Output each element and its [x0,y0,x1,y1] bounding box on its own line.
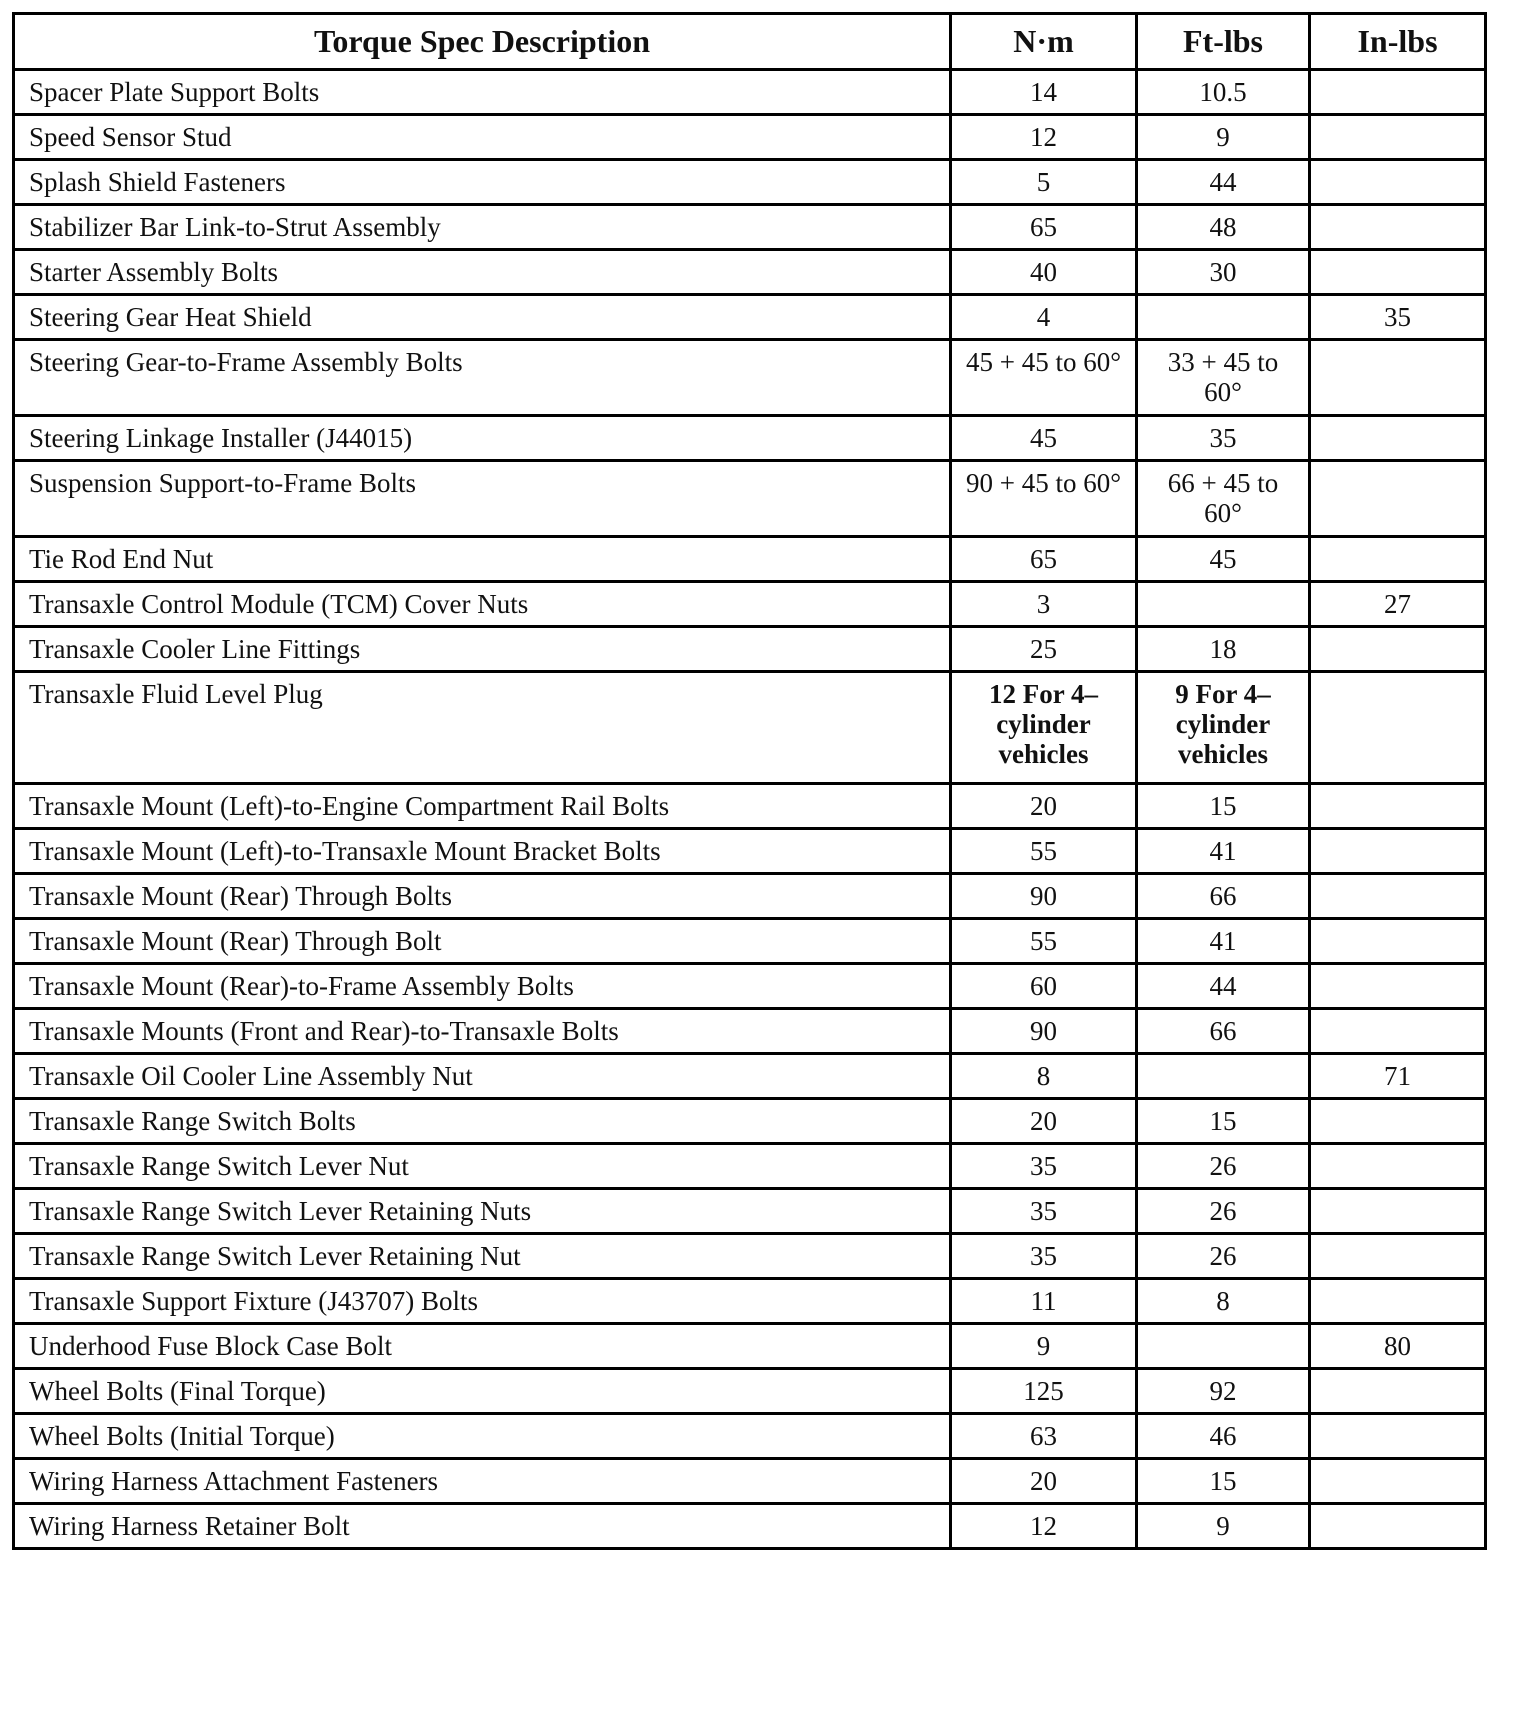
table-row [14,874,1486,919]
cell-description: Steering Linkage Installer (J44015) [14,416,951,461]
table-row [14,416,1486,461]
cell-ftlbs: 66 [1137,874,1310,919]
cell-ftlbs: 35 [1137,416,1310,461]
cell-description: Underhood Fuse Block Case Bolt [14,1324,951,1369]
cell-nm: 5 [951,160,1137,205]
cell-description: Wiring Harness Retainer Bolt [14,1504,951,1549]
cell-nm: 90 [951,1009,1137,1054]
cell-inlbs [1310,250,1486,295]
cell-inlbs [1310,874,1486,919]
cell-ftlbs: 66 + 45 to 60° [1137,461,1310,537]
cell-description: Spacer Plate Support Bolts [14,70,951,115]
cell-inlbs [1310,672,1486,784]
cell-inlbs [1310,1099,1486,1144]
cell-inlbs [1310,70,1486,115]
cell-nm: 4 [951,295,1137,340]
table-row [14,70,1486,115]
cell-ftlbs: 9 [1137,115,1310,160]
cell-inlbs: 80 [1310,1324,1486,1369]
cell-ftlbs: 48 [1137,205,1310,250]
header-row [14,14,1486,70]
cell-inlbs [1310,537,1486,582]
cell-description: Stabilizer Bar Link-to-Strut Assembly [14,205,951,250]
cell-nm: 11 [951,1279,1137,1324]
table-row [14,919,1486,964]
cell-inlbs [1310,1234,1486,1279]
cell-inlbs [1310,1414,1486,1459]
cell-nm: 3 [951,582,1137,627]
table-row [14,295,1486,340]
cell-description: Transaxle Range Switch Lever Retaining Nuts [14,1189,951,1234]
cell-description: Starter Assembly Bolts [14,250,951,295]
cell-ftlbs: 66 [1137,1009,1310,1054]
cell-inlbs [1310,627,1486,672]
table-row [14,205,1486,250]
cell-nm: 65 [951,537,1137,582]
table-row [14,1459,1486,1504]
cell-nm: 20 [951,784,1137,829]
cell-nm: 8 [951,1054,1137,1099]
cell-inlbs [1310,1189,1486,1234]
cell-nm: 60 [951,964,1137,1009]
cell-ftlbs: 15 [1137,1099,1310,1144]
cell-description: Transaxle Control Module (TCM) Cover Nuts [14,582,951,627]
cell-ftlbs: 9 [1137,1504,1310,1549]
cell-ftlbs: 92 [1137,1369,1310,1414]
cell-description: Steering Gear-to-Frame Assembly Bolts [14,340,951,416]
cell-inlbs [1310,1144,1486,1189]
table-row [14,627,1486,672]
cell-description: Wheel Bolts (Final Torque) [14,1369,951,1414]
header-ftlbs: Ft-lbs [1137,14,1310,70]
table-row [14,340,1486,416]
table-row [14,115,1486,160]
table-row [14,250,1486,295]
table-row [14,1369,1486,1414]
cell-description: Transaxle Cooler Line Fittings [14,627,951,672]
cell-inlbs [1310,416,1486,461]
cell-description: Transaxle Range Switch Lever Nut [14,1144,951,1189]
table-row [14,1234,1486,1279]
header-nm: N·m [951,14,1137,70]
cell-nm: 20 [951,1099,1137,1144]
torque-spec-table [12,12,1487,1550]
cell-ftlbs: 45 [1137,537,1310,582]
cell-nm: 12 [951,115,1137,160]
cell-ftlbs: 33 + 45 to 60° [1137,340,1310,416]
cell-description: Transaxle Mount (Left)-to-Engine Compartment Rail Bolts [14,784,951,829]
header-description: Torque Spec Description [14,14,951,70]
cell-nm: 35 [951,1144,1137,1189]
cell-description: Transaxle Mount (Rear) Through Bolt [14,919,951,964]
cell-description: Transaxle Mount (Rear) Through Bolts [14,874,951,919]
cell-inlbs [1310,1369,1486,1414]
table-row [14,829,1486,874]
cell-ftlbs: 26 [1137,1234,1310,1279]
cell-inlbs [1310,829,1486,874]
cell-ftlbs: 26 [1137,1144,1310,1189]
cell-inlbs: 35 [1310,295,1486,340]
cell-nm: 55 [951,829,1137,874]
cell-nm: 12 [951,1504,1137,1549]
cell-inlbs [1310,160,1486,205]
table-row [14,1099,1486,1144]
table-row [14,1504,1486,1549]
cell-inlbs [1310,340,1486,416]
cell-description: Wiring Harness Attachment Fasteners [14,1459,951,1504]
cell-nm: 45 [951,416,1137,461]
table-row [14,784,1486,829]
cell-inlbs [1310,964,1486,1009]
cell-description: Wheel Bolts (Initial Torque) [14,1414,951,1459]
cell-nm: 125 [951,1369,1137,1414]
table-row [14,1324,1486,1369]
cell-nm: 65 [951,205,1137,250]
cell-ftlbs: 41 [1137,829,1310,874]
cell-description: Suspension Support-to-Frame Bolts [14,461,951,537]
cell-ftlbs: 41 [1137,919,1310,964]
cell-inlbs: 27 [1310,582,1486,627]
cell-description: Transaxle Range Switch Bolts [14,1099,951,1144]
cell-inlbs [1310,784,1486,829]
cell-description: Splash Shield Fasteners [14,160,951,205]
cell-ftlbs: 15 [1137,1459,1310,1504]
cell-ftlbs [1137,1324,1310,1369]
cell-description: Transaxle Range Switch Lever Retaining Nut [14,1234,951,1279]
cell-description: Steering Gear Heat Shield [14,295,951,340]
cell-inlbs [1310,205,1486,250]
table-row [14,1279,1486,1324]
cell-nm: 45 + 45 to 60° [951,340,1137,416]
cell-inlbs [1310,1009,1486,1054]
cell-inlbs [1310,115,1486,160]
table-row [14,1054,1486,1099]
cell-nm: 40 [951,250,1137,295]
cell-ftlbs: 9 For 4–cylinder vehicles [1137,672,1310,784]
cell-nm: 25 [951,627,1137,672]
torque-spec-sheet [12,12,1484,1550]
cell-ftlbs: 15 [1137,784,1310,829]
cell-nm: 12 For 4–cylinder vehicles [951,672,1137,784]
cell-inlbs [1310,461,1486,537]
cell-ftlbs: 44 [1137,160,1310,205]
cell-ftlbs: 18 [1137,627,1310,672]
table-row [14,461,1486,537]
cell-ftlbs [1137,582,1310,627]
cell-inlbs [1310,1459,1486,1504]
cell-description: Transaxle Support Fixture (J43707) Bolts [14,1279,951,1324]
cell-ftlbs [1137,1054,1310,1099]
cell-ftlbs: 46 [1137,1414,1310,1459]
table-row [14,672,1486,784]
cell-inlbs [1310,1279,1486,1324]
cell-inlbs: 71 [1310,1054,1486,1099]
cell-inlbs [1310,919,1486,964]
cell-inlbs [1310,1504,1486,1549]
cell-description: Transaxle Mount (Left)-to-Transaxle Mount Bracket Bolts [14,829,951,874]
table-row [14,964,1486,1009]
cell-ftlbs: 44 [1137,964,1310,1009]
cell-description: Tie Rod End Nut [14,537,951,582]
cell-description: Transaxle Fluid Level Plug [14,672,951,784]
table-row [14,1144,1486,1189]
cell-description: Transaxle Mounts (Front and Rear)-to-Transaxle Bolts [14,1009,951,1054]
cell-nm: 90 [951,874,1137,919]
cell-nm: 35 [951,1189,1137,1234]
cell-ftlbs: 26 [1137,1189,1310,1234]
table-row [14,1009,1486,1054]
table-row [14,537,1486,582]
table-row [14,1414,1486,1459]
cell-description: Transaxle Oil Cooler Line Assembly Nut [14,1054,951,1099]
cell-nm: 20 [951,1459,1137,1504]
cell-nm: 90 + 45 to 60° [951,461,1137,537]
cell-nm: 55 [951,919,1137,964]
table-row [14,582,1486,627]
cell-ftlbs: 30 [1137,250,1310,295]
table-row [14,160,1486,205]
cell-nm: 9 [951,1324,1137,1369]
header-inlbs: In-lbs [1310,14,1486,70]
cell-nm: 63 [951,1414,1137,1459]
cell-nm: 35 [951,1234,1137,1279]
cell-description: Speed Sensor Stud [14,115,951,160]
cell-ftlbs: 10.5 [1137,70,1310,115]
table-row [14,1189,1486,1234]
cell-ftlbs [1137,295,1310,340]
cell-nm: 14 [951,70,1137,115]
cell-description: Transaxle Mount (Rear)-to-Frame Assembly Bolts [14,964,951,1009]
cell-ftlbs: 8 [1137,1279,1310,1324]
